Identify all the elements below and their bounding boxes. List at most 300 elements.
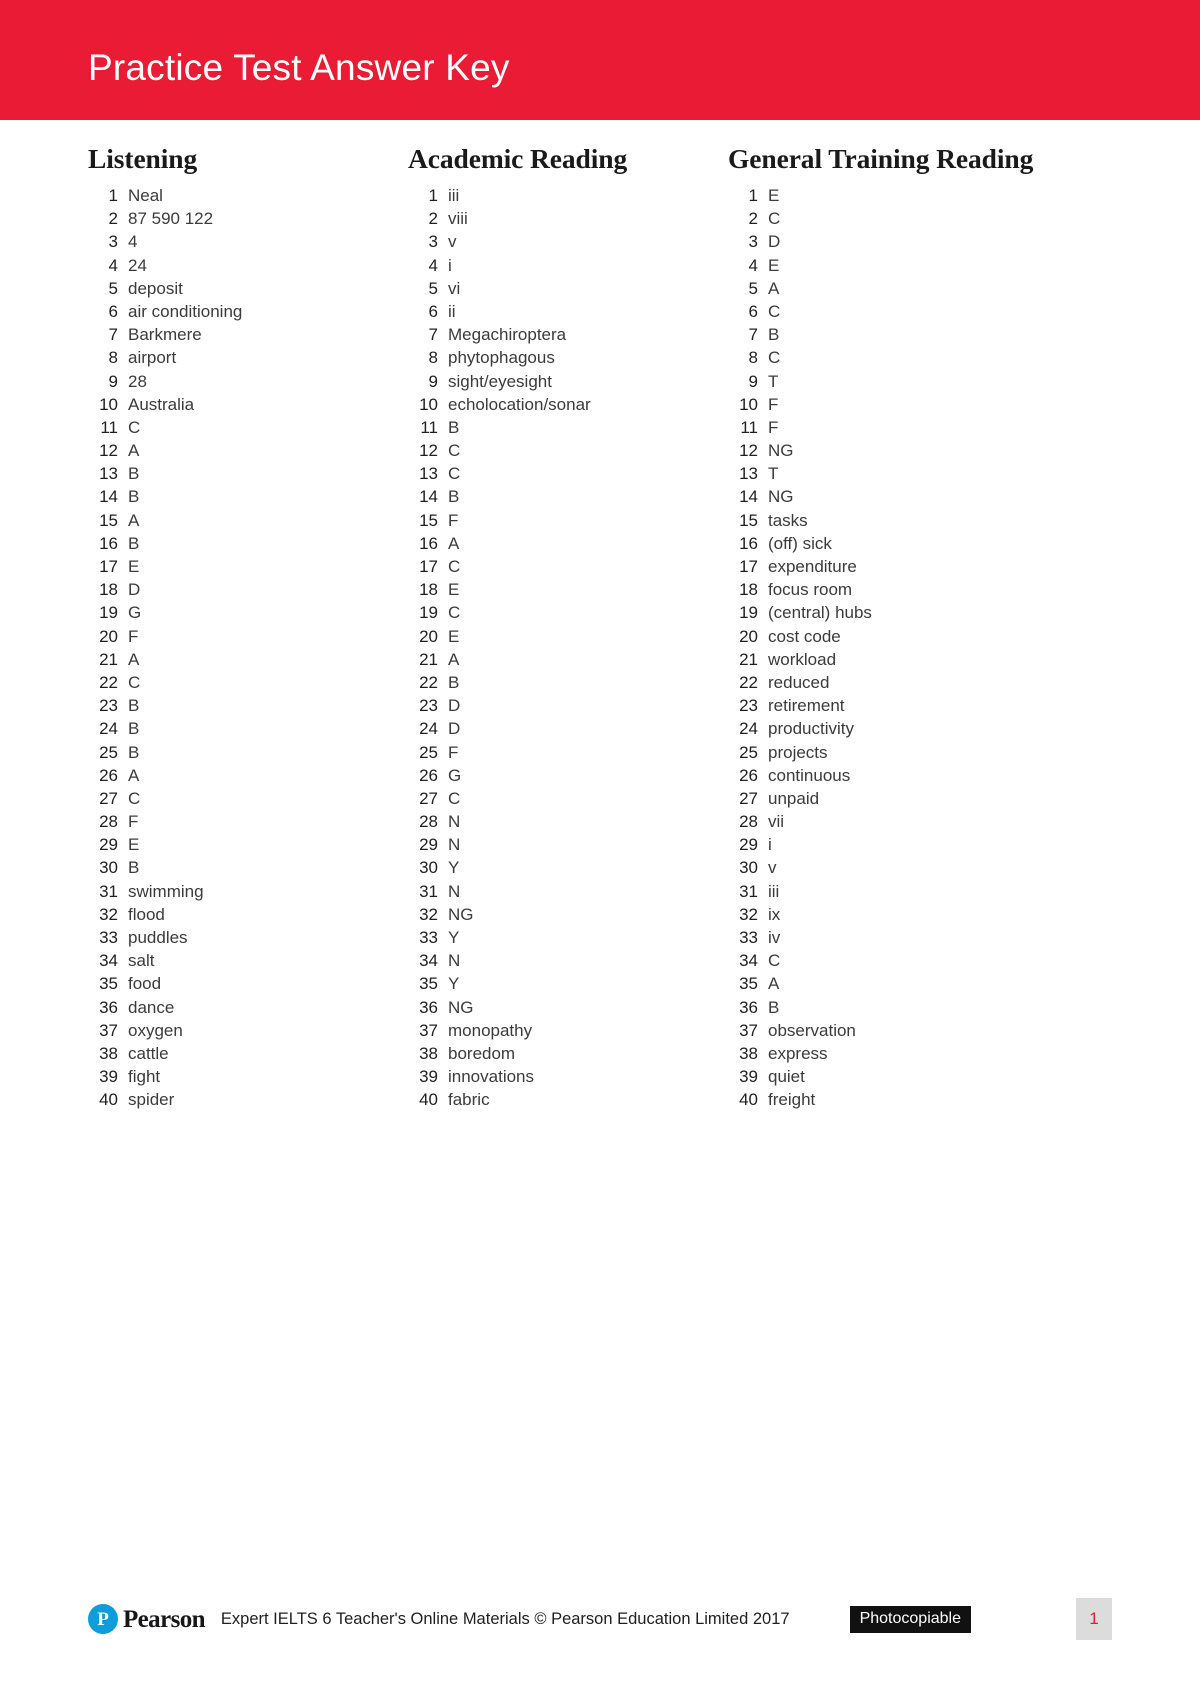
answer-row [88, 833, 388, 856]
answer-value: B [128, 533, 140, 553]
answer-row [408, 903, 708, 926]
photocopiable-badge: Photocopiable [850, 1606, 971, 1633]
answer-value: v [768, 858, 777, 878]
answer-row [728, 1042, 1048, 1065]
answer-value: C [128, 672, 141, 692]
answer-row [728, 1088, 1048, 1111]
answer-value: B [128, 742, 140, 762]
answer-row [728, 717, 1048, 740]
answer-row [88, 625, 388, 648]
answer-value: F [128, 812, 139, 832]
answer-row [88, 1042, 388, 1065]
answer-value: salt [128, 951, 155, 971]
answer-row [728, 694, 1048, 717]
answer-value: N [448, 951, 461, 971]
answer-number: 30 [419, 858, 438, 878]
answer-row [728, 972, 1048, 995]
answer-row [728, 671, 1048, 694]
answer-row [88, 1019, 388, 1042]
answer-list-listening [88, 184, 388, 1112]
answer-row [88, 856, 388, 879]
answer-row [88, 555, 388, 578]
column-heading-listening: Listening [88, 143, 198, 174]
answer-row [408, 741, 708, 764]
answer-value: C [448, 603, 461, 623]
answer-number: 14 [419, 487, 438, 507]
answer-row [728, 462, 1048, 485]
answer-row [88, 323, 388, 346]
answer-row [88, 1088, 388, 1111]
answer-number: 35 [419, 974, 438, 994]
answer-number: 12 [99, 441, 118, 461]
answer-number: 26 [739, 765, 758, 785]
answer-value: cattle [128, 1043, 169, 1063]
answer-value: D [448, 719, 461, 739]
answer-value: quiet [768, 1067, 805, 1087]
answer-number: 23 [419, 696, 438, 716]
answer-value: Neal [128, 186, 163, 205]
answer-number: 22 [419, 672, 438, 692]
answer-row [408, 949, 708, 972]
answer-number: 12 [739, 441, 758, 461]
answer-row [408, 926, 708, 949]
answer-row [728, 741, 1048, 764]
answer-value: C [128, 788, 141, 808]
answer-value: vi [448, 278, 461, 298]
column-general-training-reading [728, 120, 1048, 1112]
answer-value: A [448, 533, 460, 553]
answer-number: 37 [739, 1020, 758, 1040]
answer-number: 28 [99, 812, 118, 832]
answer-value: D [128, 580, 141, 600]
answer-number: 30 [99, 858, 118, 878]
answer-row [728, 833, 1048, 856]
answer-value: A [768, 278, 780, 298]
answer-number: 19 [419, 603, 438, 623]
answer-number: 25 [99, 742, 118, 762]
answer-value: B [128, 858, 140, 878]
answer-row [728, 323, 1048, 346]
answer-row [408, 230, 708, 253]
answer-number: 25 [739, 742, 758, 762]
answer-value: B [448, 672, 460, 692]
answer-row [408, 485, 708, 508]
answer-row [408, 1019, 708, 1042]
answer-row [408, 462, 708, 485]
answer-number: 36 [739, 997, 758, 1017]
answer-value: T [768, 464, 779, 484]
answer-number: 3 [748, 232, 758, 252]
answer-number: 37 [99, 1020, 118, 1040]
answer-row [728, 856, 1048, 879]
answer-number: 16 [739, 533, 758, 553]
answer-row [728, 370, 1048, 393]
copyright-text: Expert IELTS 6 Teacher's Online Materials © Pearson Education Limited 2017 [220, 1609, 790, 1628]
answer-value: productivity [768, 719, 854, 739]
answer-value: E [128, 557, 140, 576]
pearson-p-icon: P [88, 1604, 118, 1634]
answer-value: puddles [128, 928, 188, 947]
answer-number: 36 [99, 997, 118, 1017]
answer-number: 19 [99, 603, 118, 623]
answer-number: 32 [739, 904, 758, 924]
column-academic-reading [408, 120, 708, 1112]
answer-value: G [448, 765, 462, 785]
answer-number: 40 [419, 1090, 438, 1110]
answer-value: F [768, 417, 779, 437]
answer-value: iii [448, 186, 460, 205]
answer-number: 33 [419, 928, 438, 947]
answer-value: 24 [128, 255, 147, 275]
answer-value: NG [448, 997, 474, 1017]
answer-number: 40 [99, 1090, 118, 1110]
answer-number: 26 [99, 765, 118, 785]
answer-value: C [128, 417, 141, 437]
answer-row [408, 346, 708, 369]
answer-value: i [448, 255, 452, 275]
answer-row [728, 880, 1048, 903]
answer-value: (off) sick [768, 533, 832, 553]
answer-row [88, 1065, 388, 1088]
answer-value: B [768, 997, 780, 1017]
answer-number: 23 [99, 696, 118, 716]
answer-value: flood [128, 904, 165, 924]
answer-number: 33 [739, 928, 758, 947]
answer-row [88, 880, 388, 903]
answer-row [88, 926, 388, 949]
answer-row [408, 254, 708, 277]
answer-row [88, 648, 388, 671]
answer-row [728, 439, 1048, 462]
answer-number: 7 [428, 325, 438, 345]
answer-value: observation [768, 1020, 856, 1040]
answer-number: 13 [419, 464, 438, 484]
answer-row [728, 949, 1048, 972]
answer-row [88, 254, 388, 277]
answer-row [728, 1019, 1048, 1042]
answer-value: A [768, 974, 780, 994]
answer-number: 28 [419, 812, 438, 832]
answer-row [728, 903, 1048, 926]
answer-number: 2 [748, 209, 758, 229]
answer-row [88, 416, 388, 439]
answer-row [88, 184, 388, 207]
answer-row [88, 741, 388, 764]
answer-row [728, 578, 1048, 601]
answer-value: F [768, 394, 779, 414]
answer-row [408, 833, 708, 856]
answer-value: projects [768, 742, 828, 762]
answer-row [728, 810, 1048, 833]
answer-row [408, 1065, 708, 1088]
answer-value: phytophagous [448, 348, 555, 368]
answer-number: 11 [100, 417, 118, 437]
answer-value: F [448, 510, 459, 530]
answer-row [88, 370, 388, 393]
answer-number: 23 [739, 696, 758, 716]
answer-row [408, 880, 708, 903]
answer-number: 12 [419, 441, 438, 461]
answer-number: 24 [99, 719, 118, 739]
answer-number: 33 [99, 928, 118, 947]
answer-number: 15 [419, 510, 438, 530]
answer-number: 24 [739, 719, 758, 739]
answer-value: expenditure [768, 557, 857, 576]
answer-row [88, 694, 388, 717]
answer-value: A [448, 649, 460, 669]
answer-row [408, 694, 708, 717]
answer-row [88, 462, 388, 485]
answer-value: C [768, 301, 781, 321]
answer-number: 7 [748, 325, 758, 345]
answer-number: 20 [419, 626, 438, 646]
answer-number: 1 [428, 186, 438, 205]
page-title: Practice Test Answer Key [88, 47, 510, 88]
answer-row [88, 230, 388, 253]
answer-number: 38 [99, 1043, 118, 1063]
answer-row [728, 277, 1048, 300]
answer-value: C [448, 557, 461, 576]
answer-row [408, 717, 708, 740]
answer-value: NG [768, 487, 794, 507]
answer-number: 19 [739, 603, 758, 623]
answer-number: 24 [419, 719, 438, 739]
answer-row [88, 717, 388, 740]
answer-value: monopathy [448, 1020, 533, 1040]
answer-row [88, 300, 388, 323]
answer-row [88, 207, 388, 230]
pearson-logo [88, 1604, 205, 1634]
answer-value: tasks [768, 510, 808, 530]
answer-number: 4 [108, 255, 118, 275]
answer-row [728, 996, 1048, 1019]
answer-value: G [128, 603, 142, 623]
answer-row [728, 300, 1048, 323]
answer-number: 2 [428, 209, 438, 229]
answer-row [88, 346, 388, 369]
answer-number: 3 [108, 232, 118, 252]
answer-number: 22 [739, 672, 758, 692]
answer-row [728, 485, 1048, 508]
answer-row [88, 764, 388, 787]
answer-number: 26 [419, 765, 438, 785]
answer-number: 18 [739, 580, 758, 600]
answer-row [728, 393, 1048, 416]
answer-row [728, 787, 1048, 810]
answer-number: 10 [739, 394, 758, 414]
answer-value: ii [448, 301, 456, 321]
answer-row [88, 903, 388, 926]
answer-value: v [448, 232, 457, 252]
answer-value: B [128, 696, 140, 716]
answer-number: 5 [108, 278, 118, 298]
answer-number: 39 [419, 1067, 438, 1087]
answer-value: air conditioning [128, 301, 243, 321]
answer-row [88, 810, 388, 833]
answer-value: D [448, 696, 461, 716]
answer-list-academic-reading [408, 184, 708, 1112]
answer-number: 34 [419, 951, 438, 971]
column-heading-academic-reading: Academic Reading [408, 143, 628, 174]
answer-value: reduced [768, 672, 830, 692]
answer-row [408, 184, 708, 207]
answer-list-general-training-reading [728, 184, 1048, 1112]
answer-number: 6 [748, 301, 758, 321]
answer-number: 31 [99, 881, 118, 901]
answer-number: 40 [739, 1090, 758, 1110]
answer-number: 25 [419, 742, 438, 762]
answer-value: C [448, 464, 461, 484]
answer-value: express [768, 1043, 828, 1063]
answer-row [408, 625, 708, 648]
answer-row [88, 996, 388, 1019]
answer-value: B [128, 719, 140, 739]
answer-row [408, 323, 708, 346]
answer-number: 5 [748, 278, 758, 298]
answer-value: F [448, 742, 459, 762]
answer-number: 32 [99, 904, 118, 924]
answer-number: 10 [99, 394, 118, 414]
answer-row [88, 277, 388, 300]
answer-number: 4 [428, 255, 438, 275]
answer-row [88, 972, 388, 995]
answer-number: 37 [419, 1020, 438, 1040]
answer-row [728, 625, 1048, 648]
answer-row [408, 277, 708, 300]
answer-value: focus room [768, 580, 853, 600]
answer-value: NG [768, 441, 794, 461]
answer-number: 17 [419, 557, 438, 576]
answer-row [728, 346, 1048, 369]
answer-value: oxygen [128, 1020, 183, 1040]
answer-number: 29 [419, 835, 438, 855]
answer-row [408, 810, 708, 833]
answer-number: 9 [108, 371, 118, 391]
answer-row [88, 509, 388, 532]
answer-row [408, 764, 708, 787]
answer-row [88, 949, 388, 972]
answer-row [88, 393, 388, 416]
answer-value: E [448, 626, 460, 646]
answer-row [728, 184, 1048, 207]
answer-value: A [128, 510, 140, 530]
answer-value: sight/eyesight [448, 371, 552, 391]
answer-row [408, 648, 708, 671]
answer-number: 17 [99, 557, 118, 576]
answer-number: 20 [99, 626, 118, 646]
answer-value: ix [768, 904, 781, 924]
answer-row [728, 601, 1048, 624]
answer-value: C [768, 951, 781, 971]
answer-value: swimming [128, 881, 204, 901]
answer-number: 39 [739, 1067, 758, 1087]
answer-number: 8 [748, 348, 758, 368]
answer-value: cost code [768, 626, 841, 646]
answer-row [728, 254, 1048, 277]
answer-row [88, 439, 388, 462]
answer-number: 29 [99, 835, 118, 855]
column-listening [88, 120, 388, 1112]
answer-value: iv [768, 928, 781, 947]
answer-value: viii [448, 209, 468, 229]
answer-value: A [128, 441, 140, 461]
page-number: 1 [1076, 1598, 1112, 1640]
answer-number: 21 [419, 649, 438, 669]
answer-row [408, 1088, 708, 1111]
answer-value: (central) hubs [768, 603, 872, 623]
answer-value: C [448, 788, 461, 808]
answer-row [728, 648, 1048, 671]
pearson-wordmark: Pearson [123, 1605, 205, 1633]
answer-value: B [128, 487, 140, 507]
answer-row [88, 578, 388, 601]
answer-value: D [768, 232, 781, 252]
answer-number: 5 [428, 278, 438, 298]
answer-number: 11 [420, 417, 438, 437]
answer-value: E [768, 186, 780, 205]
answer-row [408, 509, 708, 532]
answer-value: 28 [128, 371, 147, 391]
answer-value: dance [128, 997, 175, 1017]
answer-number: 29 [739, 835, 758, 855]
answer-value: iii [768, 881, 780, 901]
answer-value: fabric [448, 1090, 490, 1110]
page-footer [0, 1586, 1200, 1696]
answer-number: 14 [739, 487, 758, 507]
answer-row [408, 1042, 708, 1065]
answer-value: 87 590 122 [128, 209, 214, 229]
answer-value: vii [768, 812, 785, 832]
answer-row [728, 207, 1048, 230]
answer-value: E [128, 835, 140, 855]
answer-value: F [128, 626, 139, 646]
answer-number: 15 [99, 510, 118, 530]
answer-row [88, 601, 388, 624]
answer-row [728, 555, 1048, 578]
answer-row [728, 416, 1048, 439]
answer-row [88, 532, 388, 555]
answer-value: Y [448, 858, 460, 878]
answer-row [88, 787, 388, 810]
answer-value: B [448, 487, 460, 507]
answer-value: i [768, 835, 772, 855]
answer-value: retirement [768, 696, 845, 716]
answer-row [408, 439, 708, 462]
answer-value: spider [128, 1090, 175, 1110]
answer-value: N [448, 835, 461, 855]
answer-value: N [448, 812, 461, 832]
answer-row [728, 532, 1048, 555]
answer-value: C [448, 441, 461, 461]
answer-value: C [768, 348, 781, 368]
answer-value: unpaid [768, 788, 820, 808]
answer-number: 36 [419, 997, 438, 1017]
answer-value: N [448, 881, 461, 901]
answer-number: 30 [739, 858, 758, 878]
answer-number: 13 [739, 464, 758, 484]
answer-value: T [768, 371, 779, 391]
answer-row [408, 601, 708, 624]
answer-number: 1 [108, 186, 118, 205]
answer-value: airport [128, 348, 177, 368]
answer-number: 31 [739, 881, 758, 901]
answer-row [408, 856, 708, 879]
answer-number: 3 [428, 232, 438, 252]
answer-row [408, 393, 708, 416]
answer-row [408, 787, 708, 810]
answer-row [728, 509, 1048, 532]
answer-number: 16 [99, 533, 118, 553]
